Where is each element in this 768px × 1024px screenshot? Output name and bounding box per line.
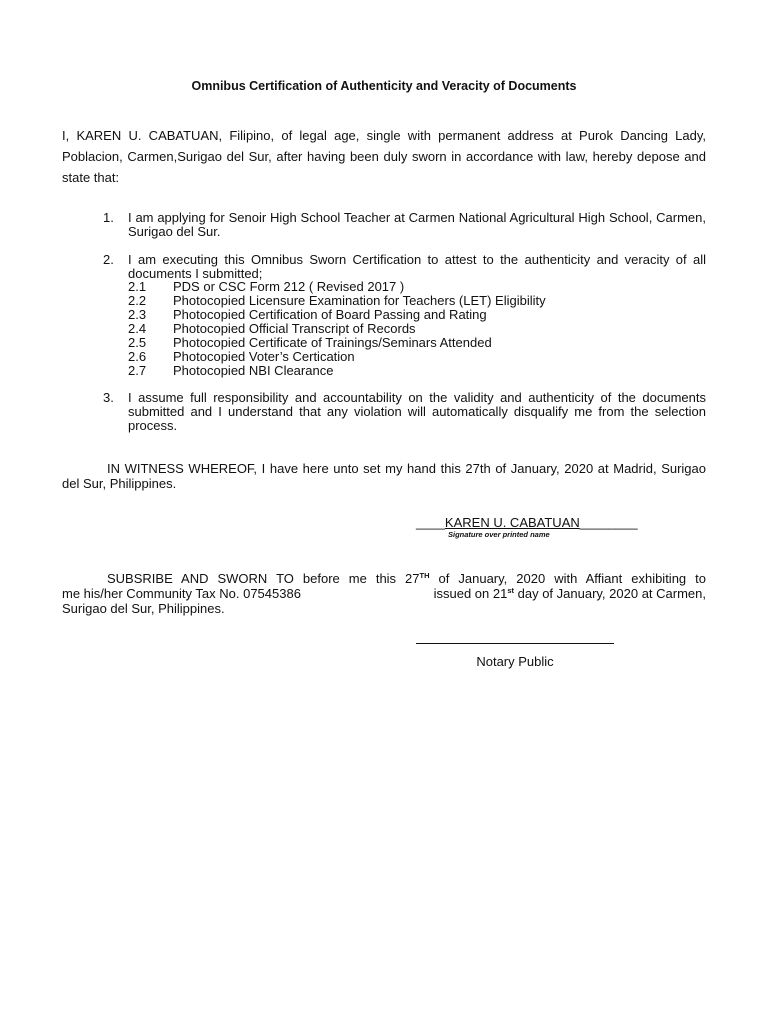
sublist-item-number: 2.2 xyxy=(128,293,147,308)
list-item-text: I am applying for Senoir High School Teacher at Carmen National Agricultural High School, Carmen, Surigao del Sur. xyxy=(128,210,706,239)
list-item-2 xyxy=(103,253,706,281)
list-item-text: I assume full responsibility and accountability on the validity and authenticity of the documents submitted and I understand that any violation will automatically disqualify me from the selection process. xyxy=(128,390,706,433)
sublist-item-number: 2.7 xyxy=(128,363,147,378)
signature-suffix: ________ xyxy=(579,515,638,530)
sublist-item-text: PDS or CSC Form 212 ( Revised 2017 ) xyxy=(173,279,405,294)
sublist-item xyxy=(128,322,648,336)
sublist-item-text: Photocopied Certificate of Trainings/Seminars Attended xyxy=(173,335,492,350)
sublist-item-text: Photocopied Certification of Board Passing and Rating xyxy=(173,307,487,322)
signature-name: KAREN U. CABATUAN xyxy=(444,515,580,530)
notary-signature-line xyxy=(416,643,614,644)
sworn-line-1 xyxy=(62,571,706,586)
signature-prefix: ____ xyxy=(416,515,445,530)
date-suffix: TH xyxy=(419,571,430,580)
sublist-item-number: 2.6 xyxy=(128,349,147,364)
sublist-item xyxy=(128,308,648,322)
list-item-1 xyxy=(103,211,706,239)
sworn-text: issued on 21 xyxy=(433,586,508,601)
community-tax-text: me his/her Community Tax No. 07545386 xyxy=(62,586,301,601)
list-item-3 xyxy=(103,391,706,433)
sublist-item xyxy=(128,364,648,378)
list-item-number: 1. xyxy=(103,210,114,225)
sublist-item xyxy=(128,294,648,308)
sublist-item xyxy=(128,280,648,294)
intro-paragraph: I, KAREN U. CABATUAN, Filipino, of legal age, single with permanent address at Purok Dancing Lady, Poblacion, Carmen,Surigao del Sur, after having been duly sworn in accordance with law, hereby depose and state that: xyxy=(62,128,706,185)
sublist-item-text: Photocopied Official Transcript of Records xyxy=(173,321,416,336)
sworn-line-2 xyxy=(62,586,706,601)
sublist-item-number: 2.3 xyxy=(128,307,147,322)
document-sublist xyxy=(128,280,648,378)
sublist-item-number: 2.4 xyxy=(128,321,147,336)
notary-label: Notary Public xyxy=(476,654,554,669)
list-item-number: 2. xyxy=(103,252,114,267)
sworn-text: day of January, 2020 at Carmen, xyxy=(514,586,706,601)
list-item-number: 3. xyxy=(103,390,114,405)
sublist-item xyxy=(128,350,648,364)
sublist-item-text: Photocopied Voter’s Certication xyxy=(173,349,355,364)
witness-paragraph: IN WITNESS WHEREOF, I have here unto set my hand this 27th of January, 2020 at Madrid, Surigao del Sur, Philippines. xyxy=(62,461,706,491)
sublist-item xyxy=(128,336,648,350)
document-title: Omnibus Certification of Authenticity and Veracity of Documents xyxy=(191,79,577,93)
sublist-item-text: Photocopied NBI Clearance xyxy=(173,363,334,378)
signature-line xyxy=(416,515,638,530)
issued-text xyxy=(434,586,706,601)
sublist-item-text: Photocopied Licensure Examination for Teachers (LET) Eligibility xyxy=(173,293,546,308)
sworn-paragraph xyxy=(62,571,706,616)
sublist-item-number: 2.1 xyxy=(128,279,147,294)
sworn-line-3: Surigao del Sur, Philippines. xyxy=(62,601,225,616)
sworn-text: SUBSRIBE AND SWORN TO before me this 27 xyxy=(107,571,420,586)
signature-caption: Signature over printed name xyxy=(448,530,550,539)
date-suffix: st xyxy=(507,586,515,595)
sublist-item-number: 2.5 xyxy=(128,335,147,350)
sworn-text: of January, 2020 with Affiant exhibiting to xyxy=(429,571,707,586)
list-item-text: I am executing this Omnibus Sworn Certification to attest to the authenticity and veracity of all documents I submitted; xyxy=(128,252,706,281)
